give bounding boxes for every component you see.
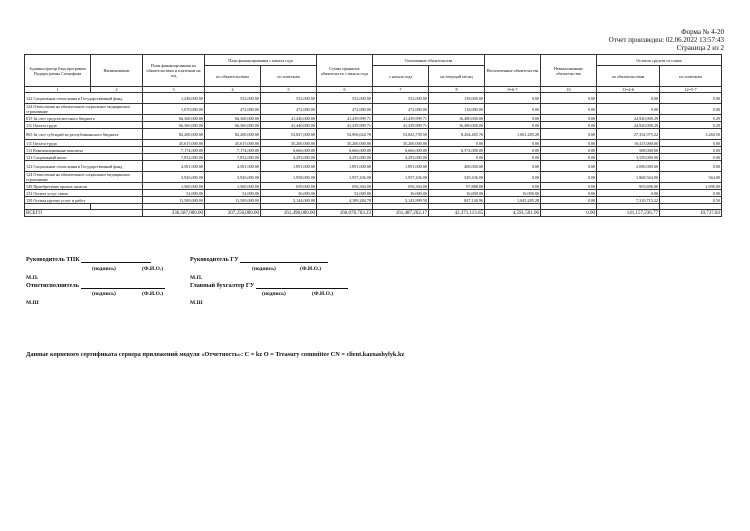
row-value: 36,000.00 — [373, 190, 429, 197]
header-plan: План финансирования по обязательствам и платежам на год — [143, 55, 205, 87]
row-value: 0.00 — [485, 104, 541, 115]
total-value: 4,591,501.06 — [485, 210, 541, 217]
row-value: 7,174,000.00 — [143, 147, 205, 154]
row-value: 24,920,000.29 — [597, 115, 660, 122]
row-value: 7,310,715.22 — [597, 197, 660, 204]
podpis-3: (подпись) — [92, 291, 116, 297]
head-tpk-label: Руководитель ТПК — [26, 256, 80, 263]
row-value: 1,560,000.00 — [205, 183, 261, 190]
row-value: 118,000.00 — [429, 104, 485, 115]
row-value: 11,500,000.00 — [143, 197, 205, 204]
form-number: Форма № 4-20 — [681, 28, 724, 36]
header-by-obligations: по обязательствам — [205, 66, 261, 87]
row-value: 53,847,000.00 — [261, 129, 317, 140]
row-value: 0.00 — [429, 140, 485, 147]
table-row — [25, 129, 722, 140]
row-value: 41,440,000.00 — [261, 115, 317, 122]
row-value: 82,260,000.00 — [205, 129, 261, 140]
row-value: 0.00 — [485, 161, 541, 172]
head-gu-signature-line — [240, 256, 328, 263]
header-admin: Администратор Бюд.программа Подпрограмма Специфика — [25, 55, 91, 87]
row-value: 472,000.00 — [373, 104, 429, 115]
row-value: 552,000.00 — [373, 93, 429, 104]
row-value: 53,843,739.50 — [373, 129, 429, 140]
total-value: 161,498,000.00 — [261, 210, 317, 217]
row-name: 121 Социальный налог — [25, 154, 143, 161]
signature-head-gu — [190, 256, 328, 263]
row-value: 0.00 — [429, 154, 485, 161]
row-value: 3,559,000.00 — [597, 154, 660, 161]
row-name: 122 Социальные отчисления в Государственный фонд — [25, 93, 143, 104]
row-value: 7,852,000.00 — [143, 154, 205, 161]
row-value: 0.00 — [485, 147, 541, 154]
header-unfulfilled: Невыполненные обязательства — [541, 55, 597, 87]
column-number: 2 — [91, 87, 143, 93]
header-rem-by-payments: по платежам — [660, 66, 722, 87]
row-value: 1,045,285.28 — [485, 197, 541, 204]
row-name: 124 Отчисления на обязательное социальное медицинское страхование — [25, 172, 143, 183]
row-value: 0.00 — [541, 161, 597, 172]
row-value: 27,354,975.22 — [597, 129, 660, 140]
row-value: 0.00 — [541, 104, 597, 115]
table-row — [25, 140, 722, 147]
row-value: 6,666,000.00 — [261, 147, 317, 154]
row-value: 36,000.00 — [261, 190, 317, 197]
row-value: 3,260.50 — [660, 129, 722, 140]
row-value: 2,696.00 — [660, 183, 722, 190]
fio-3: (Ф.И.О.) — [142, 291, 164, 297]
row-value: 1,248,000.00 — [143, 93, 205, 104]
row-value: 0.00 — [597, 190, 660, 197]
row-value: 1,061,285.28 — [485, 129, 541, 140]
row-name: 111 Оплата труда — [25, 122, 143, 129]
row-value: 35,200,000.00 — [317, 140, 373, 147]
row-value: 0.29 — [660, 122, 722, 129]
row-value: 3,143,999.50 — [373, 197, 429, 204]
row-value: 1,968,564.00 — [597, 172, 660, 183]
row-value: 0.00 — [660, 104, 722, 115]
row-value: 0.00 — [541, 129, 597, 140]
row-value: 0.00 — [541, 93, 597, 104]
header-paid-group: Оплаченные обязательства — [373, 55, 485, 66]
msh-2: М.Ш — [190, 300, 203, 306]
row-value: 0.00 — [485, 154, 541, 161]
table-row — [25, 190, 722, 197]
fio-2: (Ф.И.О.) — [300, 266, 322, 272]
row-value: 4,581,000.00 — [143, 161, 205, 172]
row-value: 16,480,000.00 — [429, 115, 485, 122]
row-value: 472,000.00 — [205, 104, 261, 115]
fio-4: (Ф.И.О.) — [312, 291, 334, 297]
row-value: 552,000.00 — [205, 93, 261, 104]
row-value: 1,560,000.00 — [143, 183, 205, 190]
report-table — [24, 54, 722, 217]
row-value: 7,852,000.00 — [205, 154, 261, 161]
row-value: 41,439,999.71 — [373, 115, 429, 122]
mp-2: М.П. — [190, 275, 203, 281]
row-value: 0.00 — [597, 93, 660, 104]
row-value: 35,200,000.00 — [261, 140, 317, 147]
podpis-1: (подпись) — [92, 266, 116, 272]
total-row — [25, 210, 722, 217]
total-label: ВСЕГО — [25, 210, 143, 217]
row-name: 113 Компенсационные выплаты — [25, 147, 143, 154]
row-value: 3,926,000.00 — [205, 172, 261, 183]
row-value: 564.00 — [660, 172, 722, 183]
row-value: 1,957,436.00 — [317, 172, 373, 183]
row-value: 400,000.00 — [429, 161, 485, 172]
row-value: 16,480,000.00 — [429, 122, 485, 129]
row-value: 659,000.00 — [261, 183, 317, 190]
row-value: 54,906,024.78 — [317, 129, 373, 140]
row-value: 0.00 — [541, 190, 597, 197]
row-value: 45,615,000.00 — [205, 140, 261, 147]
row-value: 0.00 — [541, 172, 597, 183]
row-value: 66,360,000.00 — [205, 122, 261, 129]
row-value: 1,957,436.00 — [373, 172, 429, 183]
column-number: 6 — [317, 87, 373, 93]
row-value: 41,439,999.71 — [317, 115, 373, 122]
row-value: 0.00 — [541, 197, 597, 204]
total-value: 166,078,763.23 — [317, 210, 373, 217]
certificate-info: Данные корневого сертификата сервера приложений модуля «Отчетность»: C = kz O = Treasury committee CN = client.kaznashylyk.kz — [26, 351, 405, 358]
row-value: 0.00 — [541, 147, 597, 154]
header-unpaid: Неоплаченные обязательства — [485, 55, 541, 87]
table-row — [25, 147, 722, 154]
table-row — [25, 197, 722, 204]
row-value: 0.00 — [485, 140, 541, 147]
row-value: 52,000.00 — [317, 190, 373, 197]
row-name: 159 Оплата прочих услуг и работ — [25, 197, 143, 204]
row-value: 52,000.00 — [143, 190, 205, 197]
row-value: 329,436.00 — [429, 172, 485, 183]
signature-executor — [26, 282, 165, 289]
row-value: 847,140.96 — [429, 197, 485, 204]
executor-signature-line — [81, 282, 165, 289]
row-value: 16,000.00 — [485, 190, 541, 197]
table-row — [25, 183, 722, 190]
row-value: 0.00 — [485, 93, 541, 104]
column-number: 11=4-6 — [597, 87, 660, 93]
executor-label: Ответисполнитель — [26, 282, 79, 289]
row-value: 45,615,000.00 — [143, 140, 205, 147]
column-number: 8 — [429, 87, 485, 93]
row-value: 82,260,000.00 — [143, 129, 205, 140]
row-value: 1,958,000.00 — [261, 172, 317, 183]
row-value: 0.00 — [541, 183, 597, 190]
row-value: 0.00 — [660, 161, 722, 172]
row-value: 472,000.00 — [317, 104, 373, 115]
total-value: 161,487,262.17 — [373, 210, 429, 217]
row-value: 16,000.00 — [429, 190, 485, 197]
row-value: 656,304.00 — [317, 183, 373, 190]
column-number: 10 — [541, 87, 597, 93]
podpis-2: (подпись) — [252, 266, 276, 272]
header-remaining-group: Остаток средств от плана — [597, 55, 722, 66]
row-value: 8,264,465.76 — [429, 129, 485, 140]
row-value: 1,070,000.00 — [143, 104, 205, 115]
head-tpk-signature-line — [81, 256, 151, 263]
fio-1: (Ф.И.О.) — [142, 266, 164, 272]
column-number: 12=5-7 — [660, 87, 722, 93]
column-number: 7 — [373, 87, 429, 93]
chief-accountant-signature-line — [256, 282, 348, 289]
row-value: 508,000.00 — [597, 147, 660, 154]
table-row — [25, 172, 722, 183]
row-value: 1,891,000.00 — [317, 161, 373, 172]
column-number: 3 — [143, 87, 205, 93]
row-value: 4,293,000.00 — [261, 154, 317, 161]
header-current-month: на текущий месяц — [429, 66, 485, 87]
row-value: 35,200,000.00 — [373, 140, 429, 147]
row-value: 4,581,000.00 — [205, 161, 261, 172]
row-value: 0.00 — [541, 115, 597, 122]
row-value: 0.29 — [660, 115, 722, 122]
row-value: 6,666,000.00 — [317, 147, 373, 154]
row-value: 0.00 — [597, 104, 660, 115]
row-value: 552,000.00 — [261, 93, 317, 104]
row-name: 122 Социальные отчисления в Государственный фонд — [25, 161, 143, 172]
total-value: 336,587,000.00 — [143, 210, 205, 217]
column-number: 5 — [261, 87, 317, 93]
header-accepted: Сумма принятых обязательств с начала года — [317, 55, 373, 87]
row-value: 7,174,000.00 — [205, 147, 261, 154]
total-value: 141,157,236.77 — [597, 210, 660, 217]
row-value: 3,144,000.00 — [261, 197, 317, 204]
report-timestamp: Отчет произведен: 02.06.2022 13:57:43 — [608, 36, 724, 44]
total-value: 10,737.83 — [660, 210, 722, 217]
msh-1: М.Ш — [26, 300, 39, 306]
table-row — [25, 154, 722, 161]
column-number: 4 — [205, 87, 261, 93]
row-name: 111 Оплата труда — [25, 140, 143, 147]
row-value: 656,304.00 — [373, 183, 429, 190]
row-value: 4,293,000.00 — [373, 154, 429, 161]
row-value: 138,000.00 — [429, 93, 485, 104]
chief-accountant-label: Главный бухгалтер ГУ — [190, 282, 255, 289]
row-value: 3,926,000.00 — [143, 172, 205, 183]
row-value: 0.50 — [660, 197, 722, 204]
row-value: 4,189,284.78 — [317, 197, 373, 204]
row-name: 065 За счет субсидий из республиканского бюджета — [25, 129, 143, 140]
head-gu-label: Руководитель ГУ — [190, 256, 239, 263]
table-row — [25, 115, 722, 122]
total-value: 307,256,000.00 — [205, 210, 261, 217]
row-name: 149 Приобретение прочих запасов — [25, 183, 143, 190]
row-value: 0.00 — [541, 122, 597, 129]
row-value: 24,920,000.29 — [597, 122, 660, 129]
row-value: 6,666,000.00 — [373, 147, 429, 154]
row-name: 015 За счет средств местного бюджета — [25, 115, 143, 122]
mp-1: М.П. — [26, 275, 39, 281]
header-rem-by-obligations: по обязательствам — [597, 66, 660, 87]
row-name: 124 Отчисления на обязательное социальное медицинское страхование — [25, 104, 143, 115]
row-value: 0.00 — [660, 140, 722, 147]
total-value: 0.00 — [541, 210, 597, 217]
row-value: 0.00 — [660, 190, 722, 197]
row-value: 6,574,000.00 — [429, 147, 485, 154]
row-name: 152 Оплата услуг связи — [25, 190, 143, 197]
signature-head-tpk — [26, 256, 151, 263]
row-value: 0.00 — [541, 154, 597, 161]
row-value: 41,439,999.71 — [317, 122, 373, 129]
row-value: 1,891,000.00 — [373, 161, 429, 172]
row-value: 4,293,000.00 — [317, 154, 373, 161]
podpis-4: (подпись) — [262, 291, 286, 297]
table-row — [25, 104, 722, 115]
table-row — [25, 93, 722, 104]
row-value: 0.00 — [485, 122, 541, 129]
row-value: 0.00 — [660, 93, 722, 104]
row-value: 97,888.80 — [429, 183, 485, 190]
row-value: 0.00 — [541, 140, 597, 147]
column-number: 1 — [25, 87, 91, 93]
table-row — [25, 122, 722, 129]
row-value: 903,696.00 — [597, 183, 660, 190]
row-value: 11,500,000.00 — [205, 197, 261, 204]
row-value: 66,360,000.00 — [143, 115, 205, 122]
row-value: 1,891,000.00 — [261, 161, 317, 172]
total-value: 42,371,113.65 — [429, 210, 485, 217]
signature-chief-accountant — [190, 282, 348, 289]
table-row — [25, 161, 722, 172]
row-value: 472,000.00 — [261, 104, 317, 115]
row-value: 0.00 — [660, 154, 722, 161]
header-plan-fin-group: План финансирования с начала года — [205, 55, 317, 66]
row-value: 10,415,000.00 — [597, 140, 660, 147]
row-value: 0.00 — [485, 183, 541, 190]
page-indicator: Страница 2 из 2 — [676, 44, 724, 52]
row-value: 52,000.00 — [205, 190, 261, 197]
row-value: 41,439,999.71 — [373, 122, 429, 129]
row-value: 66,360,000.00 — [205, 115, 261, 122]
header-name: Наименование — [91, 55, 143, 87]
row-value: 66,360,000.00 — [143, 122, 205, 129]
row-value: 0.00 — [660, 147, 722, 154]
header-by-payments: по платежам — [261, 66, 317, 87]
header-from-year-start: с начала года — [373, 66, 429, 87]
row-value: 0.00 — [485, 172, 541, 183]
column-number: 9=6-7 — [485, 87, 541, 93]
row-value: 552,000.00 — [317, 93, 373, 104]
row-value: 2,690,000.00 — [597, 161, 660, 172]
row-value: 41,440,000.00 — [261, 122, 317, 129]
row-value: 0.00 — [485, 115, 541, 122]
